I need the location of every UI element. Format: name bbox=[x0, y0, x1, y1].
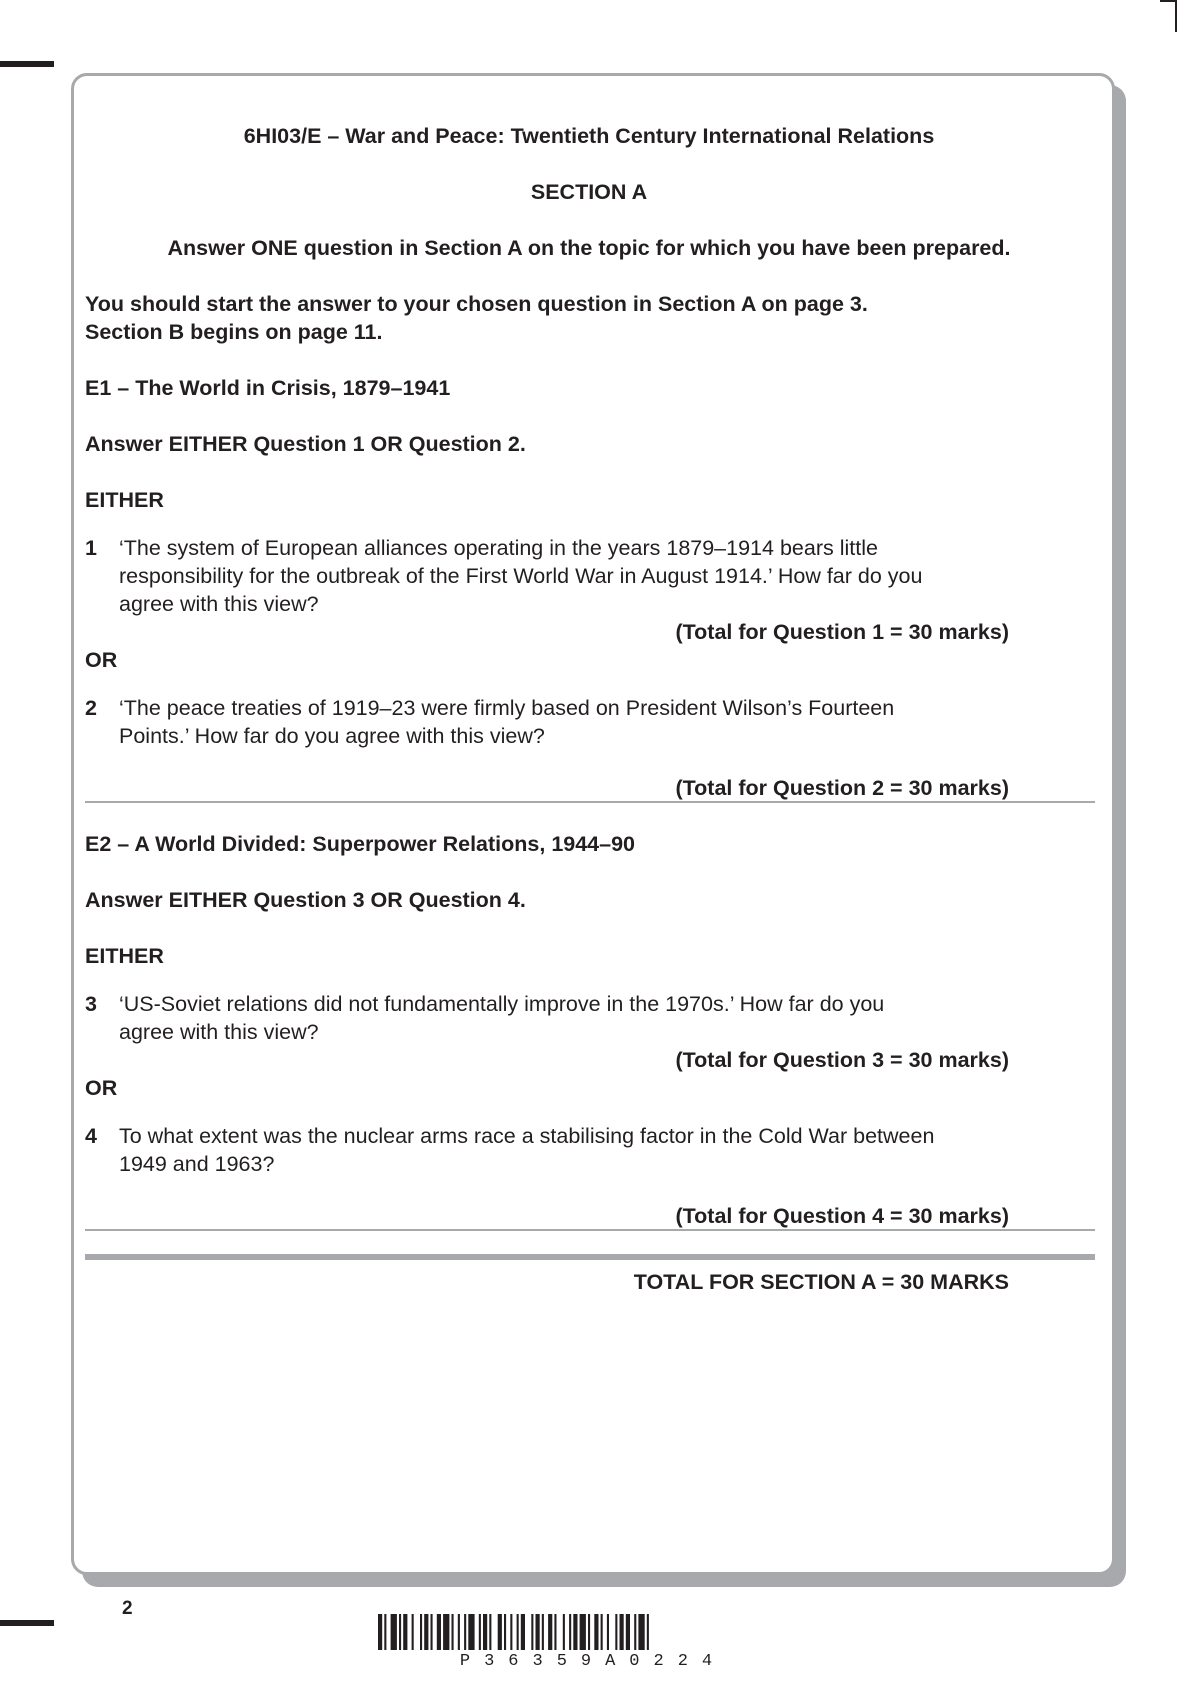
or-label: OR bbox=[85, 648, 118, 672]
question-marks: (Total for Question 1 = 30 marks) bbox=[675, 620, 1009, 644]
question-line: agree with this view? bbox=[119, 592, 319, 616]
question-number: 2 bbox=[85, 696, 97, 720]
question-line: To what extent was the nuclear arms race a stabilising factor in the Cold War between bbox=[119, 1124, 935, 1148]
registration-mark bbox=[0, 61, 54, 67]
or-label: OR bbox=[85, 1076, 118, 1100]
section-heading: SECTION A bbox=[530, 180, 648, 204]
question-number: 3 bbox=[85, 992, 97, 1016]
crop-mark bbox=[1160, 0, 1177, 2]
section-total-rule bbox=[85, 1254, 1095, 1260]
either-label: EITHER bbox=[85, 944, 164, 968]
question-number: 1 bbox=[85, 536, 97, 560]
topic-answer-instruction-e2: Answer EITHER Question 3 OR Question 4. bbox=[85, 888, 526, 912]
registration-mark bbox=[0, 1620, 54, 1626]
section-total: TOTAL FOR SECTION A = 30 MARKS bbox=[633, 1270, 1009, 1294]
question-line: ‘The system of European alliances operating in the years 1879–1914 bears little bbox=[119, 536, 878, 560]
divider bbox=[85, 1229, 1095, 1231]
question-marks: (Total for Question 2 = 30 marks) bbox=[675, 776, 1009, 800]
either-label: EITHER bbox=[85, 488, 164, 512]
question-line: agree with this view? bbox=[119, 1020, 319, 1044]
question-number: 4 bbox=[85, 1124, 97, 1148]
topic-answer-instruction-e1: Answer EITHER Question 1 OR Question 2. bbox=[85, 432, 526, 456]
question-marks: (Total for Question 3 = 30 marks) bbox=[675, 1048, 1009, 1072]
crop-mark bbox=[1175, 0, 1177, 32]
question-line: responsibility for the outbreak of the First World War in August 1914.’ How far do you bbox=[119, 564, 923, 588]
start-note-line2: Section B begins on page 11. bbox=[85, 320, 383, 344]
barcode bbox=[378, 1614, 808, 1650]
question-line: ‘The peace treaties of 1919–23 were firmly based on President Wilson’s Fourteen bbox=[119, 696, 895, 720]
paper-title: 6HI03/E – War and Peace: Twentieth Century International Relations bbox=[243, 124, 935, 148]
question-line: Points.’ How far do you agree with this view? bbox=[119, 724, 545, 748]
topic-title-e2: E2 – A World Divided: Superpower Relations, 1944–90 bbox=[85, 832, 636, 856]
question-line: ‘US-Soviet relations did not fundamentally improve in the 1970s.’ How far do you bbox=[119, 992, 885, 1016]
question-marks: (Total for Question 4 = 30 marks) bbox=[675, 1204, 1009, 1228]
barcode-text: P36359A0224 bbox=[459, 1652, 727, 1671]
start-note-line1: You should start the answer to your chosen question in Section A on page 3. bbox=[85, 292, 868, 316]
page-number: 2 bbox=[122, 1598, 133, 1619]
question-line: 1949 and 1963? bbox=[119, 1152, 275, 1176]
topic-title-e1: E1 – The World in Crisis, 1879–1941 bbox=[85, 376, 451, 400]
divider bbox=[85, 801, 1095, 803]
section-instruction: Answer ONE question in Section A on the topic for which you have been prepared. bbox=[167, 236, 1011, 260]
